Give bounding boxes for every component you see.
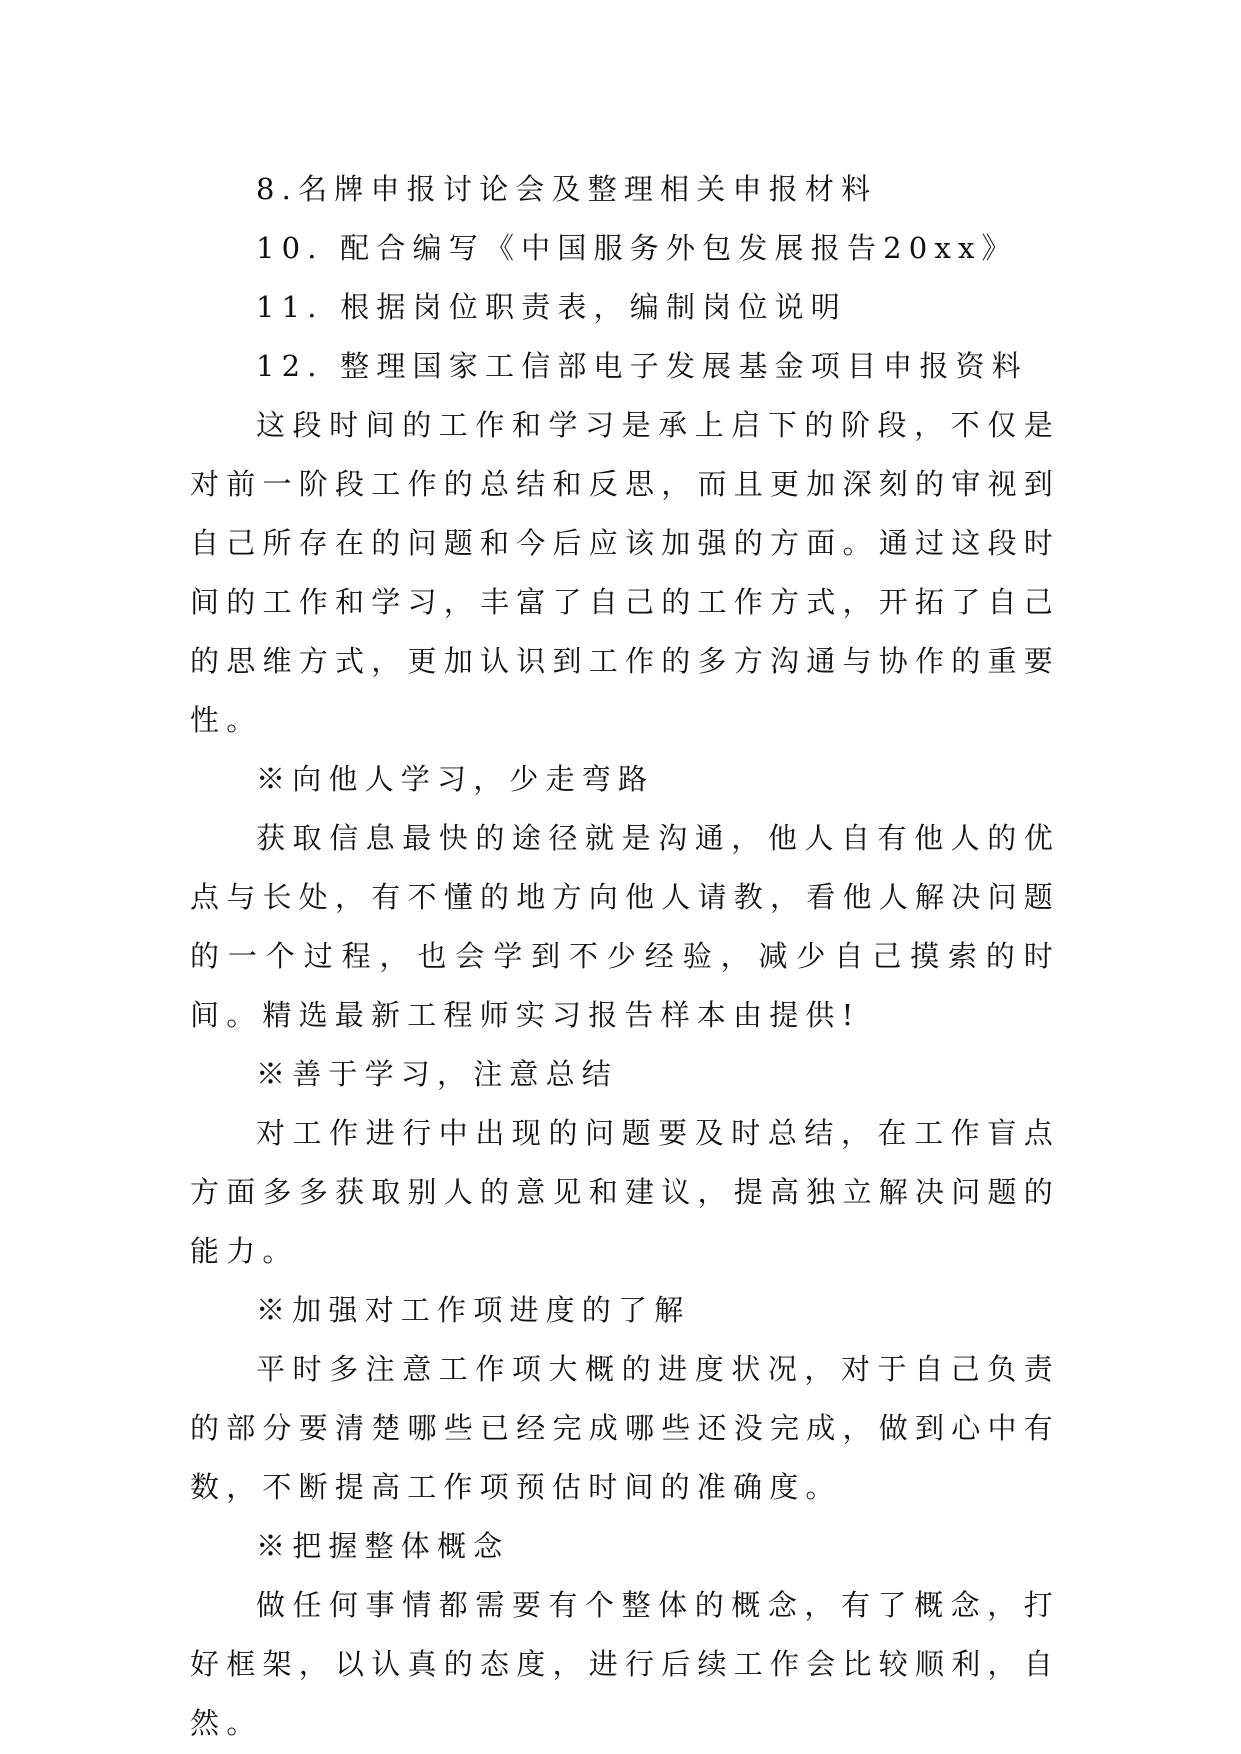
list-item: 12. 整理国家工信部电子发展基金项目申报资料 [256, 349, 1028, 383]
list-item: 8.名牌申报讨论会及整理相关申报材料 [256, 172, 878, 206]
body-paragraph: 对工作进行中出现的问题要及时总结，在工作盲点方面多多获取别人的意见和建议，提高独立解决问题的能力。 [190, 1116, 1060, 1268]
document-page [190, 160, 1060, 1753]
section-heading: ※把握整体概念 [256, 1529, 510, 1563]
list-item: 11. 根据岗位职责表，编制岗位说明 [256, 290, 847, 324]
body-paragraph: 获取信息最快的途径就是沟通，他人自有他人的优点与长处，有不懂的地方向他人请教，看他人解决问题的一个过程，也会学到不少经验，减少自己摸索的时间。精选最新工程师实习报告样本由提供! [190, 821, 1060, 1032]
summary-paragraph: 这段时间的工作和学习是承上启下的阶段，不仅是对前一阶段工作的总结和反思，而且更加深刻的审视到自己所存在的问题和今后应该加强的方面。通过这段时间的工作和学习，丰富了自己的工作方式，开拓了自己的思维方式，更加认识到工作的多方沟通与协作的重要性。 [190, 408, 1060, 737]
list-item: 10. 配合编写《中国服务外包发展报告20xx》 [256, 231, 1018, 265]
section-heading: ※向他人学习，少走弯路 [256, 762, 655, 796]
section-heading: ※善于学习，注意总结 [256, 1057, 619, 1091]
section-heading: ※加强对工作项进度的了解 [256, 1293, 691, 1327]
body-paragraph: 做任何事情都需要有个整体的概念，有了概念，打好框架，以认真的态度，进行后续工作会比较顺利，自然。 [190, 1588, 1060, 1740]
body-paragraph: 平时多注意工作项大概的进度状况，对于自己负责的部分要清楚哪些已经完成哪些还没完成，做到心中有数，不断提高工作项预估时间的准确度。 [190, 1352, 1060, 1504]
